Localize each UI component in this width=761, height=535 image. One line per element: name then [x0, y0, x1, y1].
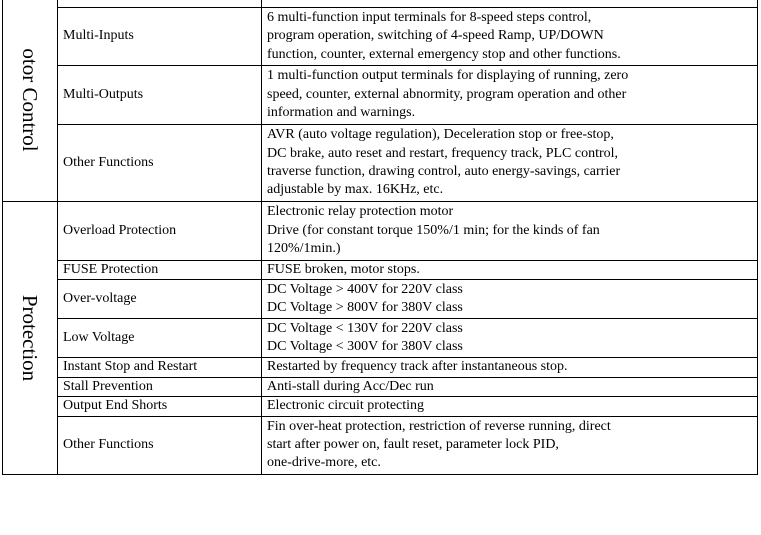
table-row	[3, 8, 758, 66]
description-line: 6 multi-function input terminals for 8-speed steps control,	[267, 9, 592, 25]
table-row	[3, 416, 758, 474]
description-line: Drive (for constant torque 150%/1 min; for the kinds of fan	[267, 222, 600, 238]
table-row	[3, 125, 758, 202]
description-line: DC Voltage < 300V for 380V class	[267, 339, 463, 355]
feature-cell: Other Functions	[58, 125, 262, 202]
table-row	[3, 261, 758, 280]
description-line: program operation, switching of 4-speed Ramp, UP/DOWN	[267, 28, 604, 44]
feature-cell: Stall Prevention	[58, 377, 262, 396]
feature-cell: Multi-Inputs	[58, 8, 262, 66]
section-title: otor Control	[18, 47, 42, 152]
table-row	[3, 202, 758, 261]
description-line: start after power on, fault reset, parameter lock PID,	[267, 436, 559, 452]
feature-cell: Low Voltage	[58, 319, 262, 358]
description-line: DC Voltage > 800V for 380V class	[267, 300, 463, 316]
feature-cell: Output End Shorts	[58, 397, 262, 416]
description-cell	[262, 202, 758, 261]
description-line: Fin over-heat protection, restriction of reverse running, direct	[267, 418, 611, 434]
section-title: Protection	[18, 294, 42, 381]
description-cell	[262, 416, 758, 474]
spec-table	[2, 0, 758, 475]
description-line: Electronic circuit protecting	[267, 398, 425, 414]
table-row	[3, 280, 758, 319]
table-row	[3, 358, 758, 377]
description-cell	[262, 261, 758, 280]
description-cell	[262, 125, 758, 202]
table-row	[3, 0, 758, 8]
description-cell	[262, 66, 758, 125]
table-row	[3, 377, 758, 396]
feature-cell: Instant Stop and Restart	[58, 358, 262, 377]
description-line: Restarted by frequency track after instantaneous stop.	[267, 359, 568, 375]
spec-table-body	[3, 0, 758, 474]
feature-cell	[58, 0, 262, 8]
table-row	[3, 397, 758, 416]
section-label-cell	[3, 0, 58, 202]
description-line: AVR (auto voltage regulation), Deceleration stop or free-stop,	[267, 127, 614, 143]
description-line: DC Voltage > 400V for 220V class	[267, 282, 463, 297]
description-line: DC Voltage < 130V for 220V class	[267, 321, 463, 336]
description-cell	[262, 0, 758, 8]
description-line: adjustable by max. 16KHz, etc.	[267, 182, 444, 198]
section-label-cell	[3, 202, 58, 475]
table-row	[3, 319, 758, 358]
description-line: 1 multi-function output terminals for displaying of running, zero	[267, 68, 629, 84]
feature-cell: Over-voltage	[58, 280, 262, 319]
description-cell	[262, 377, 758, 396]
description-line: traverse function, drawing control, auto energy-savings, carrier	[267, 164, 621, 179]
description-line: Anti-stall during Acc/Dec run	[267, 378, 434, 394]
feature-cell: Other Functions	[58, 416, 262, 474]
description-line: DC brake, auto reset and restart, frequency track, PLC control,	[267, 145, 619, 161]
description-line: function, counter, external emergency stop and other functions.	[267, 46, 621, 62]
description-cell	[262, 397, 758, 416]
description-line: 120%/1min.)	[267, 241, 341, 257]
description-line: FUSE broken, motor stops.	[267, 262, 420, 277]
description-line: speed, counter, external abnormity, program operation and other	[267, 86, 627, 102]
description-cell	[262, 8, 758, 66]
table-row	[3, 66, 758, 125]
description-cell	[262, 358, 758, 377]
description-line: one-drive-more, etc.	[267, 455, 381, 471]
description-line: information and warnings.	[267, 105, 416, 121]
feature-cell: Multi-Outputs	[58, 66, 262, 125]
description-cell	[262, 319, 758, 358]
description-cell	[262, 280, 758, 319]
feature-cell: FUSE Protection	[58, 261, 262, 280]
feature-cell: Overload Protection	[58, 202, 262, 261]
description-line: Electronic relay protection motor	[267, 204, 454, 220]
